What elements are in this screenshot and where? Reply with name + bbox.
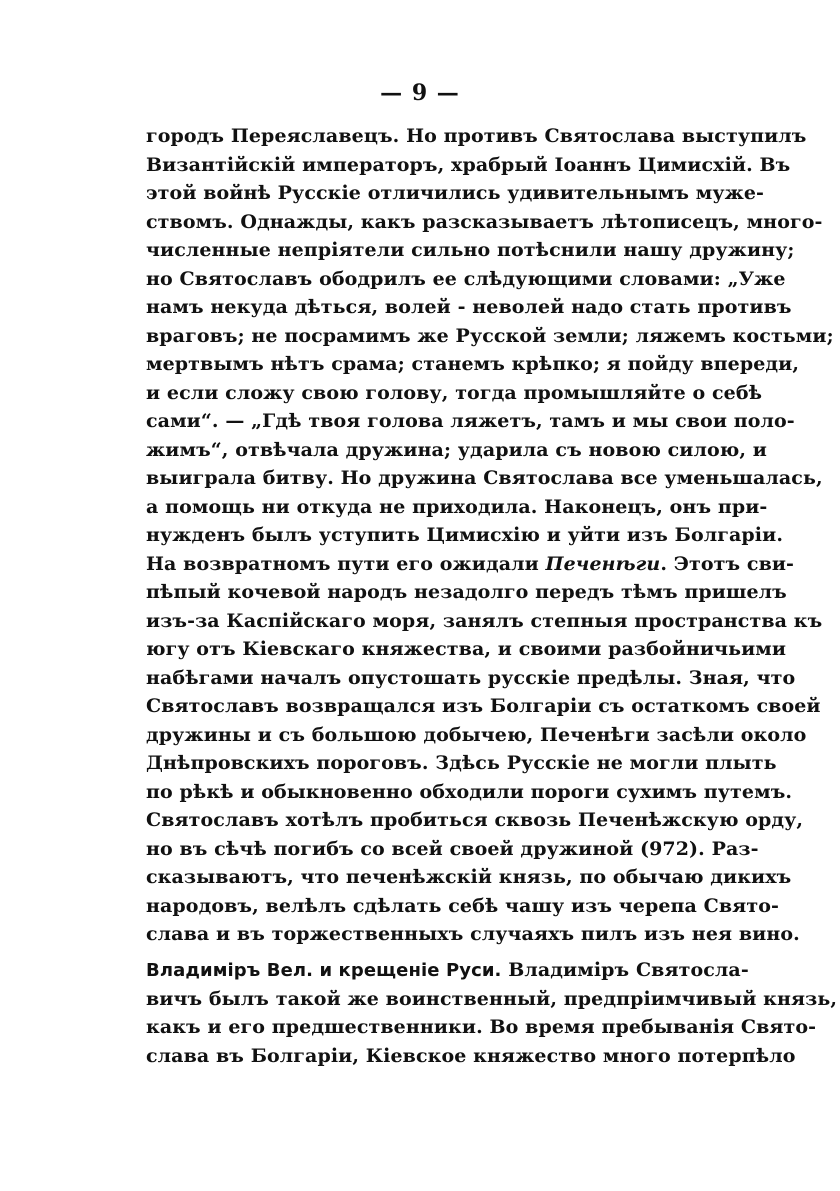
text-line: а помощь ни откуда не приходила. Наконецъ, онъ при- (146, 495, 768, 518)
text-line: дружины и съ большою добычею, Печенѣги засѣли около (146, 723, 807, 746)
text-line: пѣпый кочевой народъ незадолго передъ тѣмъ пришелъ (146, 581, 787, 603)
text-line: сами“. — „Гдѣ твоя голова ляжетъ, тамъ и мы свои поло- (146, 410, 795, 432)
text-line: вичъ былъ такой же воинственный, предпріимчивый князь, (146, 987, 838, 1010)
text-line: мертвымъ нѣтъ срама; станемъ крѣпко; я пойду впереди, (146, 353, 800, 375)
text-line: слава въ Болгаріи, Кіевское княжество много потерпѣло (146, 1044, 796, 1067)
text-line: по рѣкѣ и обыкновенно обходили пороги сухимъ путемъ. (146, 780, 793, 803)
text-segment: На возвратномъ пути его ожидали (146, 552, 539, 575)
text-line: слава и въ торжественныхъ случаяхъ пилъ изъ нея вино. (146, 923, 800, 945)
text-line: набѣгами началъ опустошать русскіе предѣлы. Зная, что (146, 666, 796, 689)
text-line: намъ некуда дѣться, волей - неволей надо стать противъ (146, 296, 792, 318)
text-line: нужденъ былъ уступить Цимисхію и уйти изъ Болгаріи. (146, 524, 784, 546)
text-line: Днѣпровскихъ пороговъ. Здѣсь Русскіе не могли плыть (146, 752, 777, 774)
text-line: какъ и его предшественники. Во время пребыванія Свято- (146, 1016, 817, 1038)
text-line: Святославъ возвращался изъ Болгаріи съ остаткомъ своей (146, 695, 821, 717)
text-line: враговъ; не посрамимъ же Русской земли; ляжемъ костьми; (146, 324, 834, 347)
emphasized-word: Печенѣги (545, 552, 661, 575)
text-segment: Владиміръ Святосла- (508, 959, 749, 981)
text-line: численные непріятели сильно потѣснили нашу дружину; (146, 239, 795, 261)
text-line: выиграла битву. Но дружина Святослава все уменьшалась, (146, 467, 823, 489)
page-number: — 9 — (380, 80, 460, 106)
text-line: этой войнѣ Русскіе отличились удивительнымъ муже- (146, 182, 765, 204)
text-line: ствомъ. Однажды, какъ разсказываетъ лѣтописецъ, много- (146, 210, 823, 233)
text-line: но въ сѣчѣ погибъ со всей своей дружиной (972). Раз- (146, 837, 759, 860)
text-line: городъ Переяславецъ. Но противъ Святослава выступилъ (146, 125, 807, 147)
text-line: сказываютъ, что печенѣжскій князь, по обычаю дикихъ (146, 866, 792, 888)
paragraph-vladimir (146, 956, 838, 1070)
text-line: Святославъ хотѣлъ пробиться сквозь Печенѣжскую орду, (146, 809, 804, 831)
section-heading: Владиміръ Вел. и крещеніе Руси. (146, 960, 502, 981)
text-line: жимъ“, отвѣчала дружина; ударила съ новою силою, и (146, 438, 767, 461)
paragraph-svyatoslav (146, 122, 834, 949)
text-line-with-heading (146, 956, 749, 985)
text-line-with-emphasis (146, 550, 795, 579)
text-segment: . Этотъ сви- (660, 552, 795, 575)
text-line: югу отъ Кіевскаго княжества, и своими разбойничьими (146, 638, 787, 660)
text-line: и если сложу свою голову, тогда промышляйте о себѣ (146, 381, 763, 404)
text-line: но Святославъ ободрилъ ее слѣдующими словами: „Уже (146, 267, 786, 290)
text-line: народовъ, велѣлъ сдѣлать себѣ чашу изъ черепа Свято- (146, 894, 779, 917)
text-line: изъ-за Каспійскаго моря, занялъ степныя пространства къ (146, 609, 823, 632)
text-line: Византійскій императоръ, храбрый Іоаннъ Цимисхій. Въ (146, 153, 791, 176)
